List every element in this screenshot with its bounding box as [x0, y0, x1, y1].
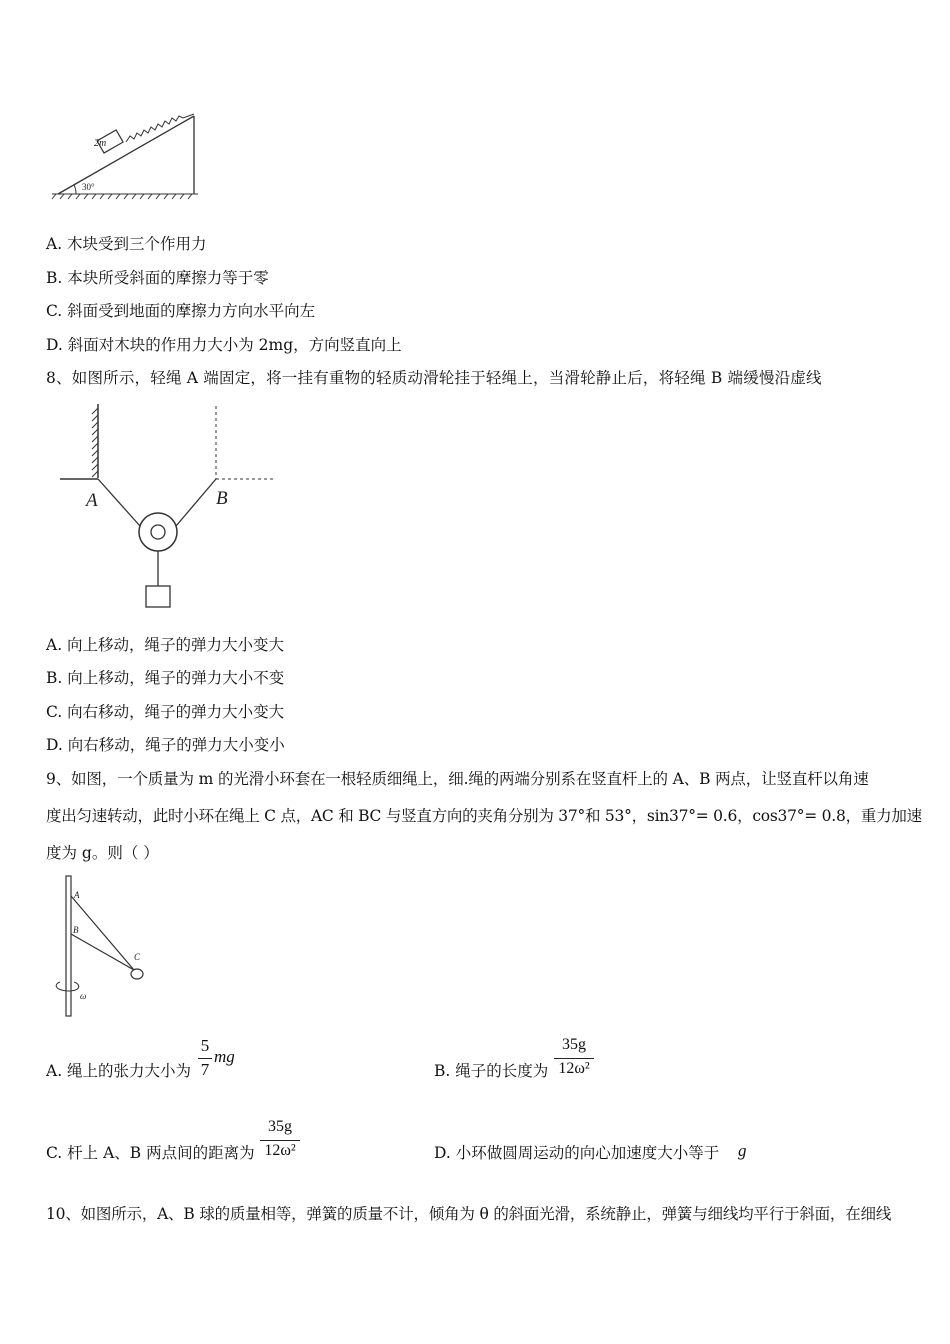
q8-option-b: B. 向上移动，绳子的弹力大小不变: [46, 669, 285, 687]
q9-option-a-fraction: [198, 1036, 214, 1082]
incline-triangle: [58, 116, 194, 194]
label-b: B: [73, 925, 79, 935]
q8-stem: 8、如图所示，轻绳 A 端固定，将一挂有重物的轻质动滑轮挂于轻绳上，当滑轮静止后，将轻绳 B 端缓慢沿虚线: [46, 369, 822, 387]
label-c: C: [134, 952, 141, 962]
incline-figure: [50, 108, 230, 200]
q7-option-d: D. 斜面对木块的作用力大小为 2mg，方向竖直向上: [46, 336, 402, 354]
q9-stem-line2: 度出匀速转动，此时小环在绳上 C 点，AC 和 BC 与竖直方向的夹角分别为 37°和 53°，sin37°= 0.6，cos37°= 0.8，重力加速: [46, 807, 922, 825]
q7-option-c: C. 斜面受到地面的摩擦力方向水平向左: [46, 302, 316, 320]
q9-stem-line1: 9、如图，一个质量为 m 的光滑小环套在一根轻质细绳上，细.绳的两端分别系在竖直杆上的 A、B 两点，让竖直杆以角速: [46, 770, 869, 788]
fraction-bar: [554, 1058, 594, 1059]
q9-stem-line3: 度为 g。则（ ）: [46, 844, 159, 862]
q8-option-d: D. 向右移动，绳子的弹力大小变小: [46, 736, 285, 754]
pulley-axle: [151, 525, 165, 539]
label-b: B: [216, 488, 228, 509]
angle-label: 30°: [82, 182, 95, 192]
fraction-denominator: 12ω²: [264, 1142, 296, 1159]
spring: [126, 114, 194, 142]
fraction-bar: [260, 1140, 300, 1141]
q9-option-b: B. 绳子的长度为: [434, 1062, 549, 1080]
q9-option-c: C. 杆上 A、B 两点间的距离为: [46, 1144, 255, 1162]
fraction-denominator: 12ω²: [558, 1060, 590, 1077]
hanging-weight: [146, 586, 170, 607]
q9-option-a-mg: mg: [214, 1047, 235, 1066]
q9-option-d: D. 小环做圆周运动的向心加速度大小等于: [434, 1144, 720, 1162]
angle-arc: [74, 185, 76, 194]
rotating-rod-figure: [52, 874, 162, 1019]
fraction-denominator: 7: [200, 1060, 210, 1079]
label-omega: ω: [80, 991, 87, 1001]
fraction-bar: [198, 1058, 212, 1059]
rope-ac: [71, 896, 134, 970]
fraction-numerator: 35g: [268, 1118, 292, 1135]
rope-bc: [71, 934, 134, 970]
fraction-numerator: 35g: [562, 1036, 586, 1053]
wall: [60, 404, 98, 479]
q9-option-c-fraction: [259, 1118, 303, 1166]
q9-option-b-fraction: [553, 1036, 597, 1084]
fraction-numerator: 5: [200, 1036, 210, 1055]
q9-option-a: A. 绳上的张力大小为: [46, 1062, 192, 1080]
label-a: A: [86, 490, 98, 511]
block-mass-label: 2m: [94, 138, 107, 149]
label-a: A: [74, 890, 80, 900]
q7-option-b: B. 本块所受斜面的摩擦力等于零: [46, 269, 269, 287]
q8-option-a: A. 向上移动，绳子的弹力大小变大: [46, 636, 285, 654]
rope-left: [98, 479, 140, 526]
vertical-rod: [66, 876, 71, 1016]
q8-option-c: C. 向右移动，绳子的弹力大小变大: [46, 703, 285, 721]
q10-stem: 10、如图所示，A、B 球的质量相等，弹簧的质量不计，倾角为 θ 的斜面光滑，系统静止，弹簧与细线均平行于斜面，在细线: [46, 1205, 892, 1223]
rope-right: [176, 479, 216, 526]
small-ring: [131, 969, 143, 979]
pulley-figure: [58, 402, 280, 612]
ground-hatch: [52, 194, 198, 199]
q7-option-a: A. 木块受到三个作用力: [46, 235, 207, 253]
q9-option-d-g: g: [738, 1141, 747, 1160]
